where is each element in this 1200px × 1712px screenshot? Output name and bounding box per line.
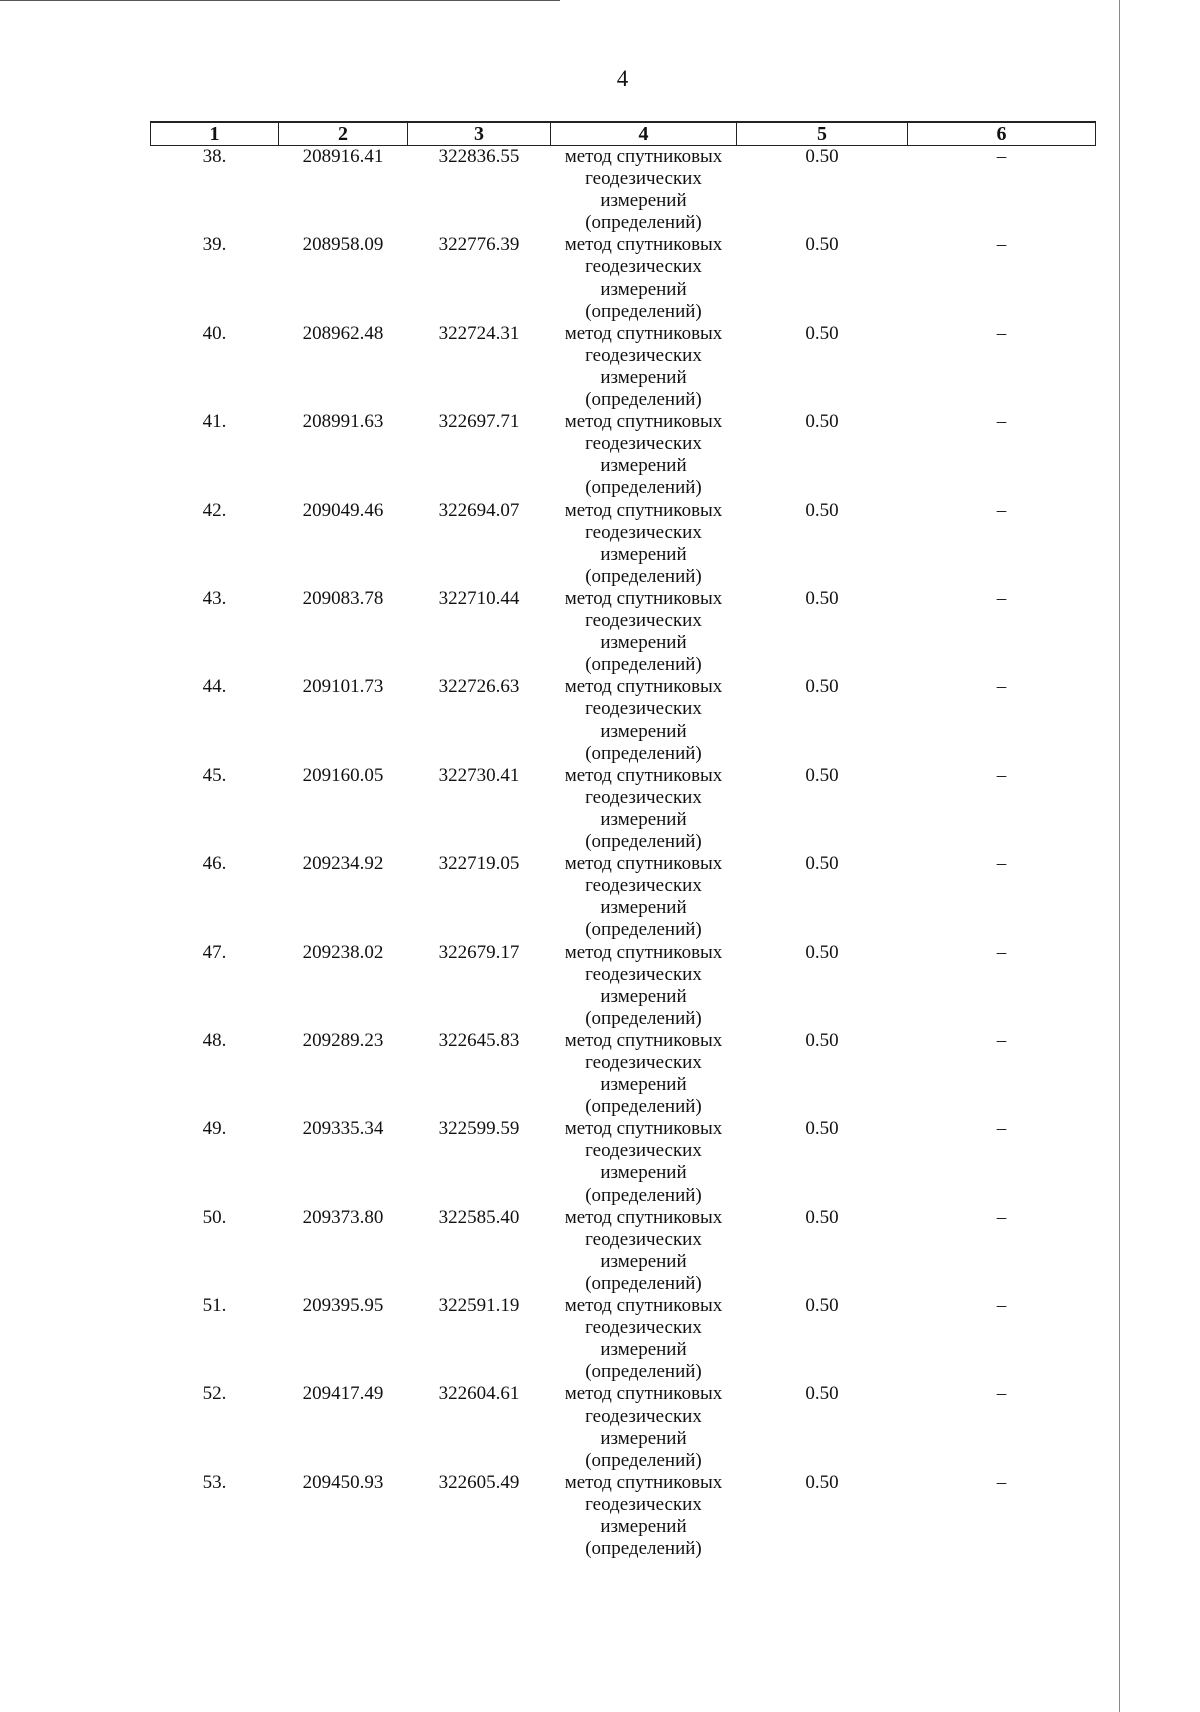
method-line: метод спутниковых	[564, 146, 723, 167]
description-cell: –	[996, 411, 1007, 433]
point-number-cell: 46.	[202, 853, 227, 875]
x-coordinate-cell: 208958.09	[302, 234, 384, 256]
description-cell: –	[996, 1118, 1007, 1140]
y-coordinate-cell: 322599.59	[438, 1118, 520, 1140]
accuracy-cell: 0.50	[805, 499, 839, 521]
point-number-cell: 39.	[202, 234, 227, 256]
method-line: измерений	[600, 1074, 687, 1096]
description-cell: –	[996, 234, 1007, 256]
method-line: метод спутниковых	[564, 234, 723, 256]
accuracy-cell: 0.50	[805, 1118, 839, 1140]
point-number-cell: 49.	[202, 1118, 227, 1140]
point-number-cell: 51.	[202, 1295, 227, 1317]
y-coordinate-cell: 322679.17	[438, 941, 520, 963]
method-line: геодезических	[585, 786, 702, 808]
method-cell	[551, 942, 737, 1030]
method-line: измерений	[600, 190, 687, 212]
table-row	[151, 853, 1096, 941]
method-cell	[551, 146, 737, 235]
table-row	[151, 765, 1096, 853]
point-number-cell: 53.	[202, 1471, 227, 1493]
point-number-cell: 45.	[202, 764, 227, 786]
method-cell	[551, 411, 737, 499]
x-coordinate-cell: 209395.95	[302, 1295, 384, 1317]
table-row	[151, 500, 1096, 588]
accuracy-cell: 0.50	[805, 1383, 839, 1405]
x-coordinate-cell: 209238.02	[302, 941, 384, 963]
table-body	[151, 146, 1096, 1561]
method-cell	[551, 676, 737, 764]
method-line: геодезических	[585, 433, 702, 455]
method-line: метод спутниковых	[564, 1029, 723, 1051]
method-line: (определений)	[585, 565, 702, 587]
method-line: измерений	[600, 897, 687, 919]
accuracy-cell: 0.50	[805, 1206, 839, 1228]
point-number-cell: 38.	[202, 146, 227, 167]
scan-artifact-line	[0, 0, 560, 1]
method-line: (определений)	[585, 919, 702, 941]
method-line: измерений	[600, 1516, 687, 1538]
method-line: метод спутниковых	[564, 676, 723, 698]
table-row	[151, 1030, 1096, 1118]
scan-artifact-line	[1119, 0, 1120, 1712]
method-line: (определений)	[585, 1272, 702, 1294]
column-header: 5	[737, 122, 908, 146]
point-number-cell: 44.	[202, 676, 227, 698]
y-coordinate-cell: 322694.07	[438, 499, 520, 521]
description-cell: –	[996, 764, 1007, 786]
y-coordinate-cell: 322697.71	[438, 411, 520, 433]
method-line: (определений)	[585, 1449, 702, 1471]
accuracy-cell: 0.50	[805, 322, 839, 344]
x-coordinate-cell: 209083.78	[302, 587, 384, 609]
method-line: (определений)	[585, 300, 702, 322]
method-cell	[551, 234, 737, 322]
method-line: измерений	[600, 1250, 687, 1272]
point-number-cell: 43.	[202, 587, 227, 609]
page-number: 4	[616, 66, 629, 91]
y-coordinate-cell: 322591.19	[438, 1295, 520, 1317]
description-cell: –	[996, 322, 1007, 344]
method-line: геодезических	[585, 1493, 702, 1515]
column-header: 3	[408, 122, 551, 146]
method-line: измерений	[600, 455, 687, 477]
method-line: метод спутниковых	[564, 1383, 723, 1405]
point-number-cell: 52.	[202, 1383, 227, 1405]
table-row	[151, 588, 1096, 676]
description-cell: –	[996, 1206, 1007, 1228]
method-cell	[551, 1030, 737, 1118]
method-line: метод спутниковых	[564, 499, 723, 521]
description-cell: –	[996, 1383, 1007, 1405]
method-line: (определений)	[585, 1538, 702, 1560]
method-cell	[551, 1295, 737, 1383]
method-cell	[551, 1472, 737, 1560]
point-number-cell: 41.	[202, 411, 227, 433]
x-coordinate-cell: 209234.92	[302, 853, 384, 875]
y-coordinate-cell: 322724.31	[438, 322, 520, 344]
table-row	[151, 1207, 1096, 1295]
method-line: метод спутниковых	[564, 941, 723, 963]
method-line: метод спутниковых	[564, 1118, 723, 1140]
method-cell	[551, 765, 737, 853]
method-line: метод спутниковых	[564, 411, 723, 433]
method-line: геодезических	[585, 168, 702, 190]
method-line: геодезических	[585, 1317, 702, 1339]
description-cell: –	[996, 941, 1007, 963]
coordinates-table	[150, 121, 1096, 1560]
method-line: (определений)	[585, 742, 702, 764]
method-line: геодезических	[585, 963, 702, 985]
description-cell: –	[996, 1471, 1007, 1493]
method-line: геодезических	[585, 1052, 702, 1073]
method-line: измерений	[600, 985, 687, 1007]
table-row	[151, 411, 1096, 499]
table-row	[151, 234, 1096, 322]
method-cell	[551, 1118, 737, 1206]
table-row	[151, 1295, 1096, 1383]
method-line: измерений	[600, 632, 687, 654]
method-line: (определений)	[585, 654, 702, 676]
method-line: геодезических	[585, 344, 702, 366]
method-cell	[551, 1383, 737, 1471]
method-line: метод спутниковых	[564, 1206, 723, 1228]
description-cell: –	[996, 676, 1007, 698]
accuracy-cell: 0.50	[805, 853, 839, 875]
y-coordinate-cell: 322604.61	[438, 1383, 520, 1405]
method-line: геодезических	[585, 698, 702, 720]
method-line: (определений)	[585, 1096, 702, 1118]
method-cell	[551, 588, 737, 676]
y-coordinate-cell: 322836.55	[438, 146, 520, 167]
method-line: (определений)	[585, 389, 702, 411]
accuracy-cell: 0.50	[805, 676, 839, 698]
method-line: метод спутниковых	[564, 1471, 723, 1493]
method-line: измерений	[600, 808, 687, 830]
x-coordinate-cell: 209450.93	[302, 1471, 384, 1493]
column-header: 1	[151, 122, 279, 146]
description-cell: –	[996, 1029, 1007, 1051]
description-cell: –	[996, 1295, 1007, 1317]
description-cell: –	[996, 853, 1007, 875]
method-cell	[551, 500, 737, 588]
method-line: геодезических	[585, 521, 702, 543]
table-row	[151, 676, 1096, 764]
method-line: геодезических	[585, 610, 702, 632]
y-coordinate-cell: 322730.41	[438, 764, 520, 786]
point-number-cell: 40.	[202, 322, 227, 344]
table-header-row	[151, 122, 1096, 146]
method-cell	[551, 853, 737, 941]
point-number-cell: 47.	[202, 941, 227, 963]
x-coordinate-cell: 208962.48	[302, 322, 384, 344]
method-line: измерений	[600, 366, 687, 388]
method-line: геодезических	[585, 875, 702, 897]
point-number-cell: 42.	[202, 499, 227, 521]
table-row	[151, 323, 1096, 411]
y-coordinate-cell: 322776.39	[438, 234, 520, 256]
x-coordinate-cell: 209101.73	[302, 676, 384, 698]
method-cell	[551, 1207, 737, 1295]
x-coordinate-cell: 209289.23	[302, 1029, 384, 1051]
point-number-cell: 48.	[202, 1029, 227, 1051]
x-coordinate-cell: 209160.05	[302, 764, 384, 786]
description-cell: –	[996, 499, 1007, 521]
x-coordinate-cell: 209049.46	[302, 499, 384, 521]
column-header: 4	[551, 122, 737, 146]
method-line: метод спутниковых	[564, 853, 723, 875]
x-coordinate-cell: 209335.34	[302, 1118, 384, 1140]
table-row	[151, 146, 1096, 235]
description-cell: –	[996, 587, 1007, 609]
method-line: метод спутниковых	[564, 764, 723, 786]
x-coordinate-cell: 208916.41	[302, 146, 384, 167]
accuracy-cell: 0.50	[805, 234, 839, 256]
method-line: метод спутниковых	[564, 587, 723, 609]
method-line: измерений	[600, 720, 687, 742]
method-line: (определений)	[585, 831, 702, 853]
method-line: измерений	[600, 1162, 687, 1184]
y-coordinate-cell: 322726.63	[438, 676, 520, 698]
table-row	[151, 1472, 1096, 1560]
method-line: геодезических	[585, 1405, 702, 1427]
accuracy-cell: 0.50	[805, 146, 839, 167]
method-line: (определений)	[585, 1007, 702, 1029]
method-line: геодезических	[585, 1140, 702, 1162]
method-line: (определений)	[585, 1361, 702, 1383]
y-coordinate-cell: 322605.49	[438, 1471, 520, 1493]
method-line: (определений)	[585, 477, 702, 499]
accuracy-cell: 0.50	[805, 587, 839, 609]
y-coordinate-cell: 322719.05	[438, 853, 520, 875]
method-line: измерений	[600, 1427, 687, 1449]
table-row	[151, 1118, 1096, 1206]
x-coordinate-cell: 209373.80	[302, 1206, 384, 1228]
column-header: 6	[908, 122, 1096, 146]
accuracy-cell: 0.50	[805, 1029, 839, 1051]
y-coordinate-cell: 322710.44	[438, 587, 520, 609]
x-coordinate-cell: 208991.63	[302, 411, 384, 433]
accuracy-cell: 0.50	[805, 1295, 839, 1317]
method-line: измерений	[600, 543, 687, 565]
y-coordinate-cell: 322585.40	[438, 1206, 520, 1228]
method-line: геодезических	[585, 256, 702, 278]
accuracy-cell: 0.50	[805, 411, 839, 433]
method-line: измерений	[600, 1339, 687, 1361]
method-line: метод спутниковых	[564, 322, 723, 344]
method-line: геодезических	[585, 1228, 702, 1250]
description-cell: –	[996, 146, 1007, 167]
accuracy-cell: 0.50	[805, 764, 839, 786]
table-row	[151, 942, 1096, 1030]
column-header: 2	[279, 122, 408, 146]
method-cell	[551, 323, 737, 411]
y-coordinate-cell: 322645.83	[438, 1029, 520, 1051]
method-line: измерений	[600, 278, 687, 300]
method-line: (определений)	[585, 1184, 702, 1206]
table-row	[151, 1383, 1096, 1471]
point-number-cell: 50.	[202, 1206, 227, 1228]
x-coordinate-cell: 209417.49	[302, 1383, 384, 1405]
method-line: (определений)	[585, 212, 702, 234]
accuracy-cell: 0.50	[805, 1471, 839, 1493]
accuracy-cell: 0.50	[805, 941, 839, 963]
method-line: метод спутниковых	[564, 1295, 723, 1317]
